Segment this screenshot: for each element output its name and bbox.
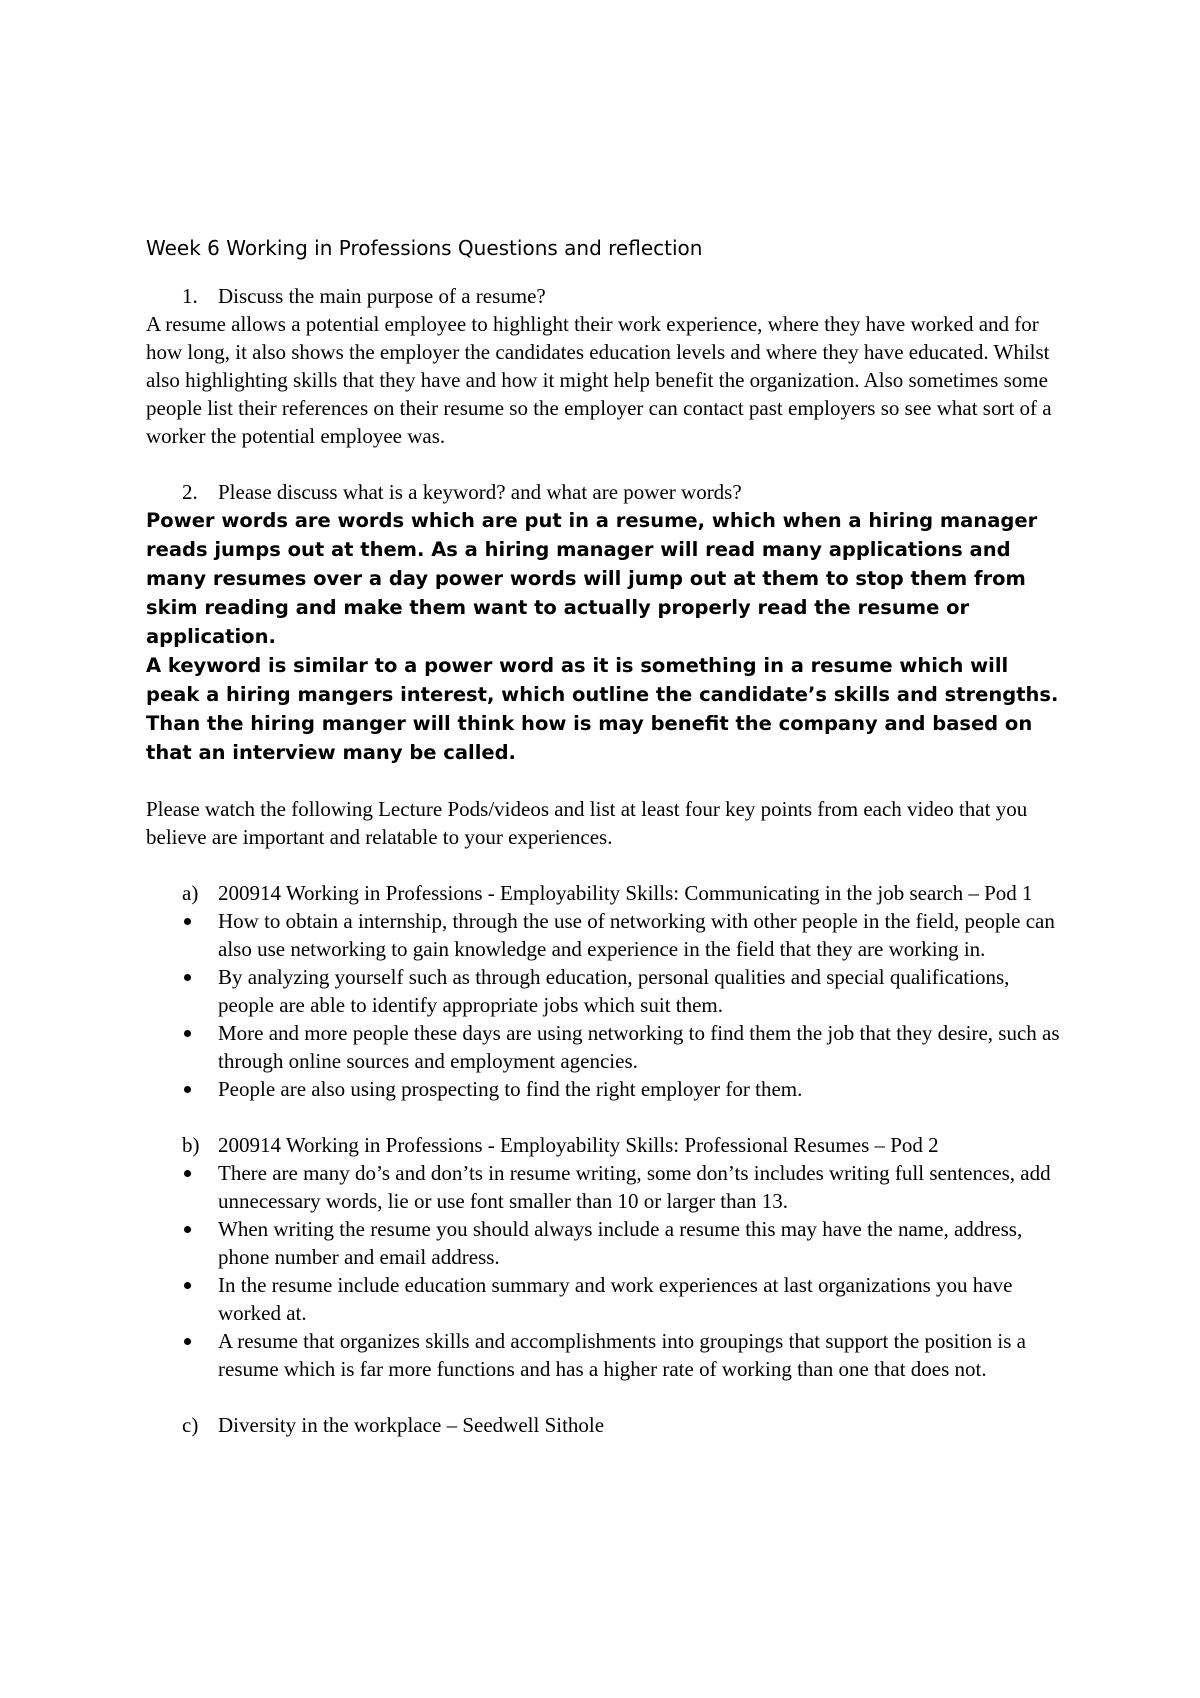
question-number: 1. [182, 284, 198, 308]
question-text: Please discuss what is a keyword? and what are power words? [218, 480, 742, 504]
video-b [146, 1131, 1066, 1159]
key-point: In the resume include education summary and work experiences at last organizations you have worked at. [218, 1273, 1013, 1325]
question-1 [146, 282, 1066, 310]
video-marker: c) [182, 1413, 199, 1437]
list-item [146, 907, 1066, 963]
list-item [146, 1327, 1066, 1383]
key-point: When writing the resume you should always include a resume this may have the name, address, phone number and email address. [218, 1217, 1023, 1269]
video-marker: a) [182, 881, 199, 905]
video-title: 200914 Working in Professions - Employability Skills: Professional Resumes – Pod 2 [218, 1133, 939, 1157]
list-item [146, 1159, 1066, 1215]
list-item [146, 1271, 1066, 1327]
key-point: How to obtain a internship, through the use of networking with other people in the field, people can also use networking to gain knowledge and experience in the field that they are working in. [218, 909, 1055, 961]
document-body [146, 234, 1066, 1439]
key-point: By analyzing yourself such as through education, personal qualities and special qualifications, people are able to identify appropriate jobs which suit them. [218, 965, 1010, 1017]
key-point: People are also using prospecting to find the right employer for them. [218, 1077, 803, 1101]
answer-1: A resume allows a potential employee to highlight their work experience, where they have worked and for how long, it also shows the employer the candidates education levels and where they have educated. Whilst also highlighting skills that they have and how it might help benefit the organization. Also sometimes some people list their references on their resume so the employer can contact past employers so see what sort of a worker the potential employee was. [146, 312, 1052, 448]
question-number: 2. [182, 480, 198, 504]
key-point: There are many do’s and don’ts in resume writing, some don’ts includes writing full sentences, add unnecessary words, lie or use font smaller than 10 or larger than 13. [218, 1161, 1051, 1213]
instructions-paragraph: Please watch the following Lecture Pods/videos and list at least four key points from each video that you believe are important and relatable to your experiences. [146, 797, 1028, 849]
list-item [146, 1215, 1066, 1271]
key-point: A resume that organizes skills and accomplishments into groupings that support the position is a resume which is far more functions and has a higher rate of working than one that does not. [218, 1329, 1027, 1381]
video-marker: b) [182, 1133, 200, 1157]
video-a [146, 879, 1066, 907]
page-title: Week 6 Working in Professions Questions and reflection [146, 236, 703, 260]
question-text: Discuss the main purpose of a resume? [218, 284, 546, 308]
list-item [146, 963, 1066, 1019]
question-2 [146, 478, 1066, 506]
video-title: Diversity in the workplace – Seedwell Sithole [218, 1413, 605, 1437]
answer-2-power-words: Power words are words which are put in a resume, which when a hiring manager reads jumps out at them. As a hiring manager will read many applications and many resumes over a day power words will jump out at them to stop them from skim reading and make them want to actually properly read the resume or application. [146, 509, 1038, 648]
list-item [146, 1075, 1066, 1103]
video-title: 200914 Working in Professions - Employability Skills: Communicating in the job search – Pod 1 [218, 881, 1033, 905]
key-point: More and more people these days are using networking to find them the job that they desire, such as through online sources and employment agencies. [218, 1021, 1060, 1073]
list-item [146, 1019, 1066, 1075]
video-c [146, 1411, 1066, 1439]
answer-2-keyword: A keyword is similar to a power word as it is something in a resume which will peak a hiring mangers interest, which outline the candidate’s skills and strengths. Than the hiring manger will think how is may benefit the company and based on that an interview many be called. [146, 654, 1059, 764]
